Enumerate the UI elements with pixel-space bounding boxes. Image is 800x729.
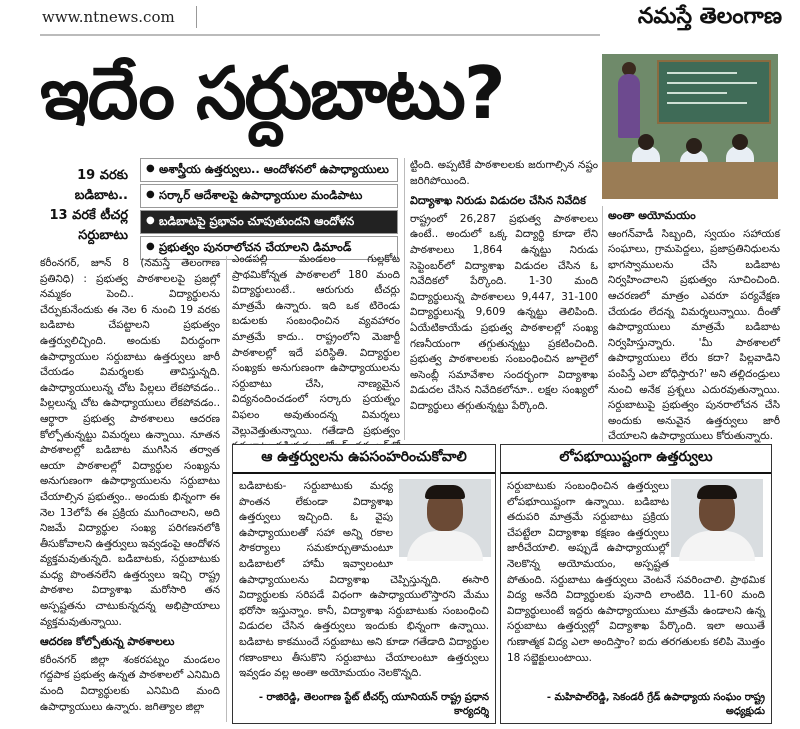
body-paragraph: రాష్ట్రంలో 26,287 ప్రభుత్వ పాఠశాలలు ఉంటే.. అందులో ఒక్క విద్యార్థి కూడా లేని పాఠశాలలు 1,864 ఉన్నట్టు నిరుడు సెప్టెంబర్‌లో విద్యాశాఖ విడుదల చేసిన ఓ నివేదికలో పేర్కొంది. 1-30 మంది విద్యార్థులున్న పాఠశాలలు 9,447, 31-100 విద్యార్థులున్న 9,609 ఉన్నట్టు తెలిపింది. ఏయేటికాయేడు ప్రభుత్వ పాఠశాలల్లో సంఖ్య గణనీయంగా తగ్గుతున్నట్టు ప్రకటించింది. ప్రభుత్వ పాఠశాలలకు సంబంధించిన జూలైలో అసెంబ్లీ సమావేశాల సందర్భంగా విద్యాశాఖ విడుదల చేసిన నివేదికలోనూ.. లక్షల సంఖ్యలో విద్యార్థులు తగ్గుతున్నట్టు పేర్కొంది. [410, 212, 598, 412]
body-paragraph: కరీంనగర్, జూన్ 8 (నమస్తే తెలంగాణ ప్రతినిధి) : ప్రభుత్వ పాఠశాలలపై ప్రజల్లో నమ్మకం పెంచి.. విద్యార్థులను చేర్పుకునేందుకు ఈ నెల 6 నుంచి 19 వరకు బడిబాట చేపట్టాలని ప్రభుత్వం ఉత్తర్వులిచ్చింది. అందుకు విరుద్ధంగా ఉపాధ్యాయుల సర్దుబాటు ఉత్తర్వులు జారీ చేయడం విమర్శలకు తావిస్తున్నది. ఉపాధ్యాయులున్న చోట పిల్లలు లేకపోవడం.. పిల్లలున్న చోట ఉపాధ్యాయులు లేకపోవడం.. ఆర్థారా ప్రభుత్వ పాఠశాలలు ఆదరణ కోల్పోతున్నట్టు విమర్శలు ఉన్నాయి. నూతన పాఠశాలల్లో బడిబాట ముగిసిన తర్వాత ఆయా పాఠశాలల్లో విద్యార్థుల సంఖ్యను అనుగుణంగా ఉపాధ్యాయులను సర్దుబాటు చేయాల్సిన ప్రభుత్వం.. అందుకు భిన్నంగా ఈ నెల 13లోపే ఈ ప్రక్రియ ముగించాలని, అది నిజమే విద్యార్థుల సంఖ్య పరిగణనలోకి తీసుకోవాలని ఉత్తర్వులు ఇవ్వడంపై ఆందోళన వ్యక్తమవుతున్నది. బడిబాటకు, సర్దుబాటుకు మధ్య పొంతనలేని ఉత్తర్వులు ఇచ్చి రాష్ట్ర పాఠశాల విద్యాశాఖ మరోసారి తన అస్పష్టతను చాటుకున్నదన్న అభిప్రాయాలు వ్యక్తమవుతున్నాయి. [40, 257, 220, 628]
bullet-item: ● సర్కార్ ఆదేశాలపై ఉపాధ్యాయుల మండిపాటు [140, 184, 398, 208]
site-url[interactable]: www.ntnews.com [42, 8, 175, 26]
column-4 [608, 204, 780, 443]
kicker-line: సర్దుబాటు [78, 228, 128, 243]
subheading: అంతా అయోమయం [608, 209, 696, 222]
blackboard-graphic [657, 60, 771, 124]
header-divider [196, 6, 197, 28]
kicker-line: బడిబాట.. [74, 188, 128, 203]
newspaper-masthead: నమస్తే తెలంగాణ [637, 4, 782, 29]
quote-body [239, 479, 489, 689]
subheading: ఆదరణ కోల్పోతున్న పాఠశాలలు [40, 635, 175, 649]
body-paragraph: సర్దుబాటుకు సంబంధించిన ఉత్తర్వులు లోపభూయిష్టంగా ఉన్నాయి. బడిబాట తదుపరి మాత్రమే సర్దుబాటు ప్రక్రియ చేపట్టేలా విద్యాశాఖ కక్షణం ఉత్తర్వులు జారీచేయాలి. అప్పుడే ఉపాధ్యాయుల్లో నెలకొన్న అయోమయం, అస్పష్టత పోతుంది. సర్దుబాటు ఉత్తర్వులు వెంటనే సవరించాలి. ప్రాథమిక విద్య అనేది విద్యార్థులకు పునాది లాంటిది. 11-60 మంది విద్యార్థులుంటే ఇద్దరు ఉపాధ్యాయులు మాత్రమే ఉండాలని ఉన్న సర్దుబాటు ఉత్తర్వుల్లో విద్యాశాఖ పేర్కొంది. ఇలా అయితే గుణాత్మక విద్య ఎలా అందిస్తాం? ఐదు తరగతులకు కలిపి మొత్తం 18 సబ్జెక్టులుంటాయి. [507, 480, 765, 664]
quote-body [507, 479, 765, 689]
column-3 [410, 158, 598, 440]
header-rule [40, 34, 600, 36]
body-paragraph: ట్టింది. అప్పటికే పాఠశాలలకు జరుగాల్సిన నష్టం జరిగిపోయింది. [410, 159, 598, 187]
kicker-line: 19 వరకు [77, 168, 128, 183]
body-paragraph: ఎండపల్లి మండలం గుల్లకోట ప్రాథమికోన్నత పాఠశాలలో 180 మంది విద్యార్థులుంటే.. ఆరుగురు టీచర్లు మాత్రమే ఉన్నారు. ఇది ఒక టిరెండు బడులకు సంబంధించిన వ్యవహారం మాత్రమే కాదు.. రాష్ట్రంలోని మెజార్టీ పాఠశాలల్లో ఇదే పరిస్థితి. విద్యార్థుల సంఖ్యకు అనుగుణంగా ఉపాధ్యాయులను సర్దుబాటు చేసి, నాణ్యమైన విద్యనందించడంలో సర్కారు ప్రయత్నం విఫలం అవుతుందన్న విమర్శలు వెల్లువెత్తుతున్నాయి. గతేడాది ప్రభుత్వం [232, 253, 400, 437]
quote-box-2 [500, 444, 772, 724]
body-paragraph: కరీంనగర్ జిల్లా శంకరపట్నం మండలం గద్దపాక ప్రభుత్వ ఉన్నత పాఠశాలలో ఎనిమిది మంది విద్యార్థులకు ఎనిమిది మంది ఉపాధ్యాయులు ఉన్నారు. జగిత్యాల జిల్లా [40, 653, 220, 713]
column-1 [40, 256, 220, 722]
kicker [40, 166, 128, 246]
quote-box-1 [232, 444, 496, 724]
column-separator [602, 206, 603, 442]
column-2 [232, 252, 400, 438]
bullet-item: ● ప్రభుత్వం పునరాలోచన చేయాలని డిమాండ్ [140, 236, 398, 260]
kicker-line: 13 వరకే టీచర్ల [49, 208, 128, 223]
highlight-bullets [140, 158, 398, 262]
headline: ఇదేం సర్దుబాటు? [40, 51, 504, 135]
column-separator [404, 158, 405, 440]
body-paragraph: ఆంగన్‌వాడీ సిబ్బంది, స్వయం సహాయక సంఘాలు, గ్రామపెద్దలు, ప్రజాప్రతినిధులను భాగస్వాములను చేసి బడిబాట నిర్వహించాలని ప్రభుత్వం సూచించింది. ఆచరణలో మాత్రం ఎవరూ పర్యవేక్షణ చేయడం లేదన్న విమర్శలున్నాయి. దీంతో ఉపాధ్యాయులు మాత్రమే బడిబాట నిర్వహిస్తున్నారు. 'మీ పాఠశాలలో ఉపాధ్యాయులు లేరు కదా? పిల్లవాడిని పంపిస్తే ఎలా బోధిస్తారు?' అని తల్లిదండ్రులు నుంచి అనేక ప్రశ్నలు ఎదురవుతున్నాయి. సర్దుబాటుపై ప్రభుత్వం పునరాలోచన చేసి అందుకు అనువైన ఉత్తర్వులు జారీ చేయాలని ఉపాధ్యాయులు కోరుతున్నారు. [608, 227, 780, 443]
teacher-figure [618, 74, 640, 138]
quote-box-title: లోపభూయిష్టంగా ఉత్తర్వులు [501, 445, 771, 474]
bullet-item: ● అశాస్త్రీయ ఉత్తర్వులు.. ఆందోళనలో ఉపాధ్యాయులు [140, 158, 398, 182]
bullet-item: ● బడిబాటపై ప్రభావం చూపుతుందని ఆందోళన [140, 210, 398, 234]
subheading: విద్యాశాఖ నిరుడు విడుదల చేసిన నివేదిక [410, 194, 586, 208]
classroom-photo [602, 54, 778, 199]
column-separator [226, 256, 227, 722]
quote-signature: - రాజిరెడ్డి, తెలంగాణ స్టేట్ టీచర్స్ యూనియన్ రాష్ట్ర ప్రధాన కార్యదర్శి [258, 692, 489, 717]
body-paragraph: బడిబాటకు- సర్దుబాటుకు మధ్య పొంతన లేకుండా విద్యాశాఖ ఉత్తర్వులు ఇచ్చింది. ఓ వైపు ఉపాధ్యాయులతో సహా అన్ని రకాల సౌకర్యాలు సమకూర్చుతామంటూ బడిబాటలో హామీ ఇవ్వాలంటూ ఉపాధ్యాయులను విద్యాశాఖ చెప్పిస్తున్నది. ఈసారి విద్యార్థులకు సరిపడే విధంగా ఉపాధ్యాయులొస్తారని మేము భరోసా ఇస్తున్నాం. కానీ, విద్యాశాఖ సర్దుబాటుకు సంబంధించి విడుదల చేసిన ఉత్తర్వులు ఇందుకు భిన్నంగా ఉన్నాయి. బడిబాట కాకముందే సర్దుబాటు అని కూడా గతేడాది విద్యార్థుల గణాంకాలు తీసుకొని సర్దుబాటు చేయాలంటూ ఉత్తర్వులు ఇవ్వడం వల్ల అంతా అయోమయం నెలకొన్నది. [239, 480, 489, 680]
quote-signature: - మహిపాల్‌రెడ్డి, సెకండరీ గ్రేడ్ ఉపాధ్యాయ సంఘం రాష్ట్ర అధ్యక్షుడు [546, 692, 765, 717]
quote-box-title: ఆ ఉత్తర్వులను ఉపసంహరించుకోవాలి [233, 445, 495, 474]
